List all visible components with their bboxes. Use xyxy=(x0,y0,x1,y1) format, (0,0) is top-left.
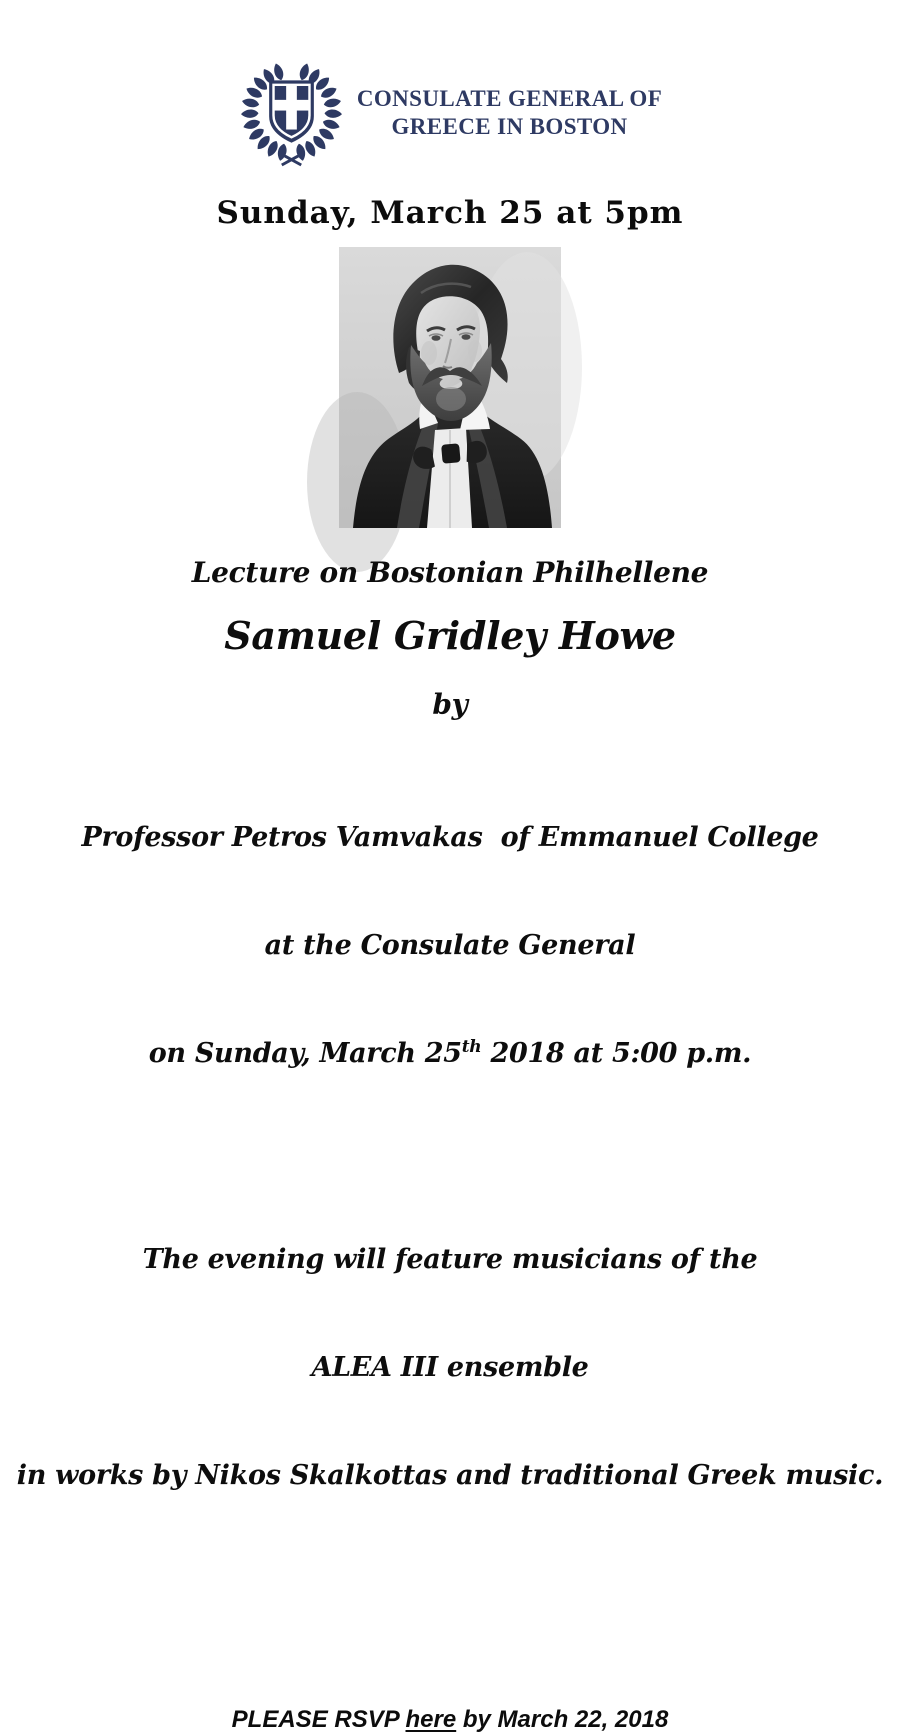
date-line xyxy=(0,1036,900,1072)
date-line-pre: on Sunday, March 25 xyxy=(148,1038,462,1069)
speaker-line: Professor Petros Vamvakas of Emmanuel College xyxy=(81,822,819,853)
rsvp-text-post: by March 22, 2018 xyxy=(456,1706,669,1733)
header xyxy=(0,60,900,165)
event-datetime-heading: Sunday, March 25 at 5pm xyxy=(216,195,684,231)
rsvp-line xyxy=(0,1706,900,1734)
music-line1: The evening will feature musicians of the xyxy=(142,1244,758,1275)
music-line2: ALEA III ensemble xyxy=(311,1352,589,1383)
music-program-block xyxy=(0,1170,900,1566)
greece-coat-of-arms-logo xyxy=(238,60,345,165)
by-label: by xyxy=(432,688,468,721)
speaker-portrait-photo xyxy=(339,247,561,528)
date-ordinal-suffix: th xyxy=(461,1037,482,1057)
rsvp-here-link[interactable]: here xyxy=(405,1706,457,1733)
flyer-page xyxy=(0,60,900,1733)
subject-name-line: Samuel Gridley Howe xyxy=(224,613,676,658)
portrait-container xyxy=(0,247,900,528)
date-line-post: 2018 at 5:00 p.m. xyxy=(481,1038,752,1069)
rsvp-text-pre: PLEASE RSVP xyxy=(231,1706,406,1733)
venue-line: at the Consulate General xyxy=(264,930,636,961)
greek-cross-shield-icon xyxy=(270,81,313,141)
org-name-line1: CONSULATE GENERAL OF xyxy=(356,85,663,111)
org-name-line2: GREECE IN BOSTON xyxy=(391,113,628,139)
lecture-intro-line: Lecture on Bostonian Philhellene xyxy=(191,556,709,589)
music-line3: in works by Nikos Skalkottas and traditional Greek music. xyxy=(16,1460,884,1491)
org-name xyxy=(357,85,662,141)
speaker-details-block xyxy=(0,748,900,1144)
